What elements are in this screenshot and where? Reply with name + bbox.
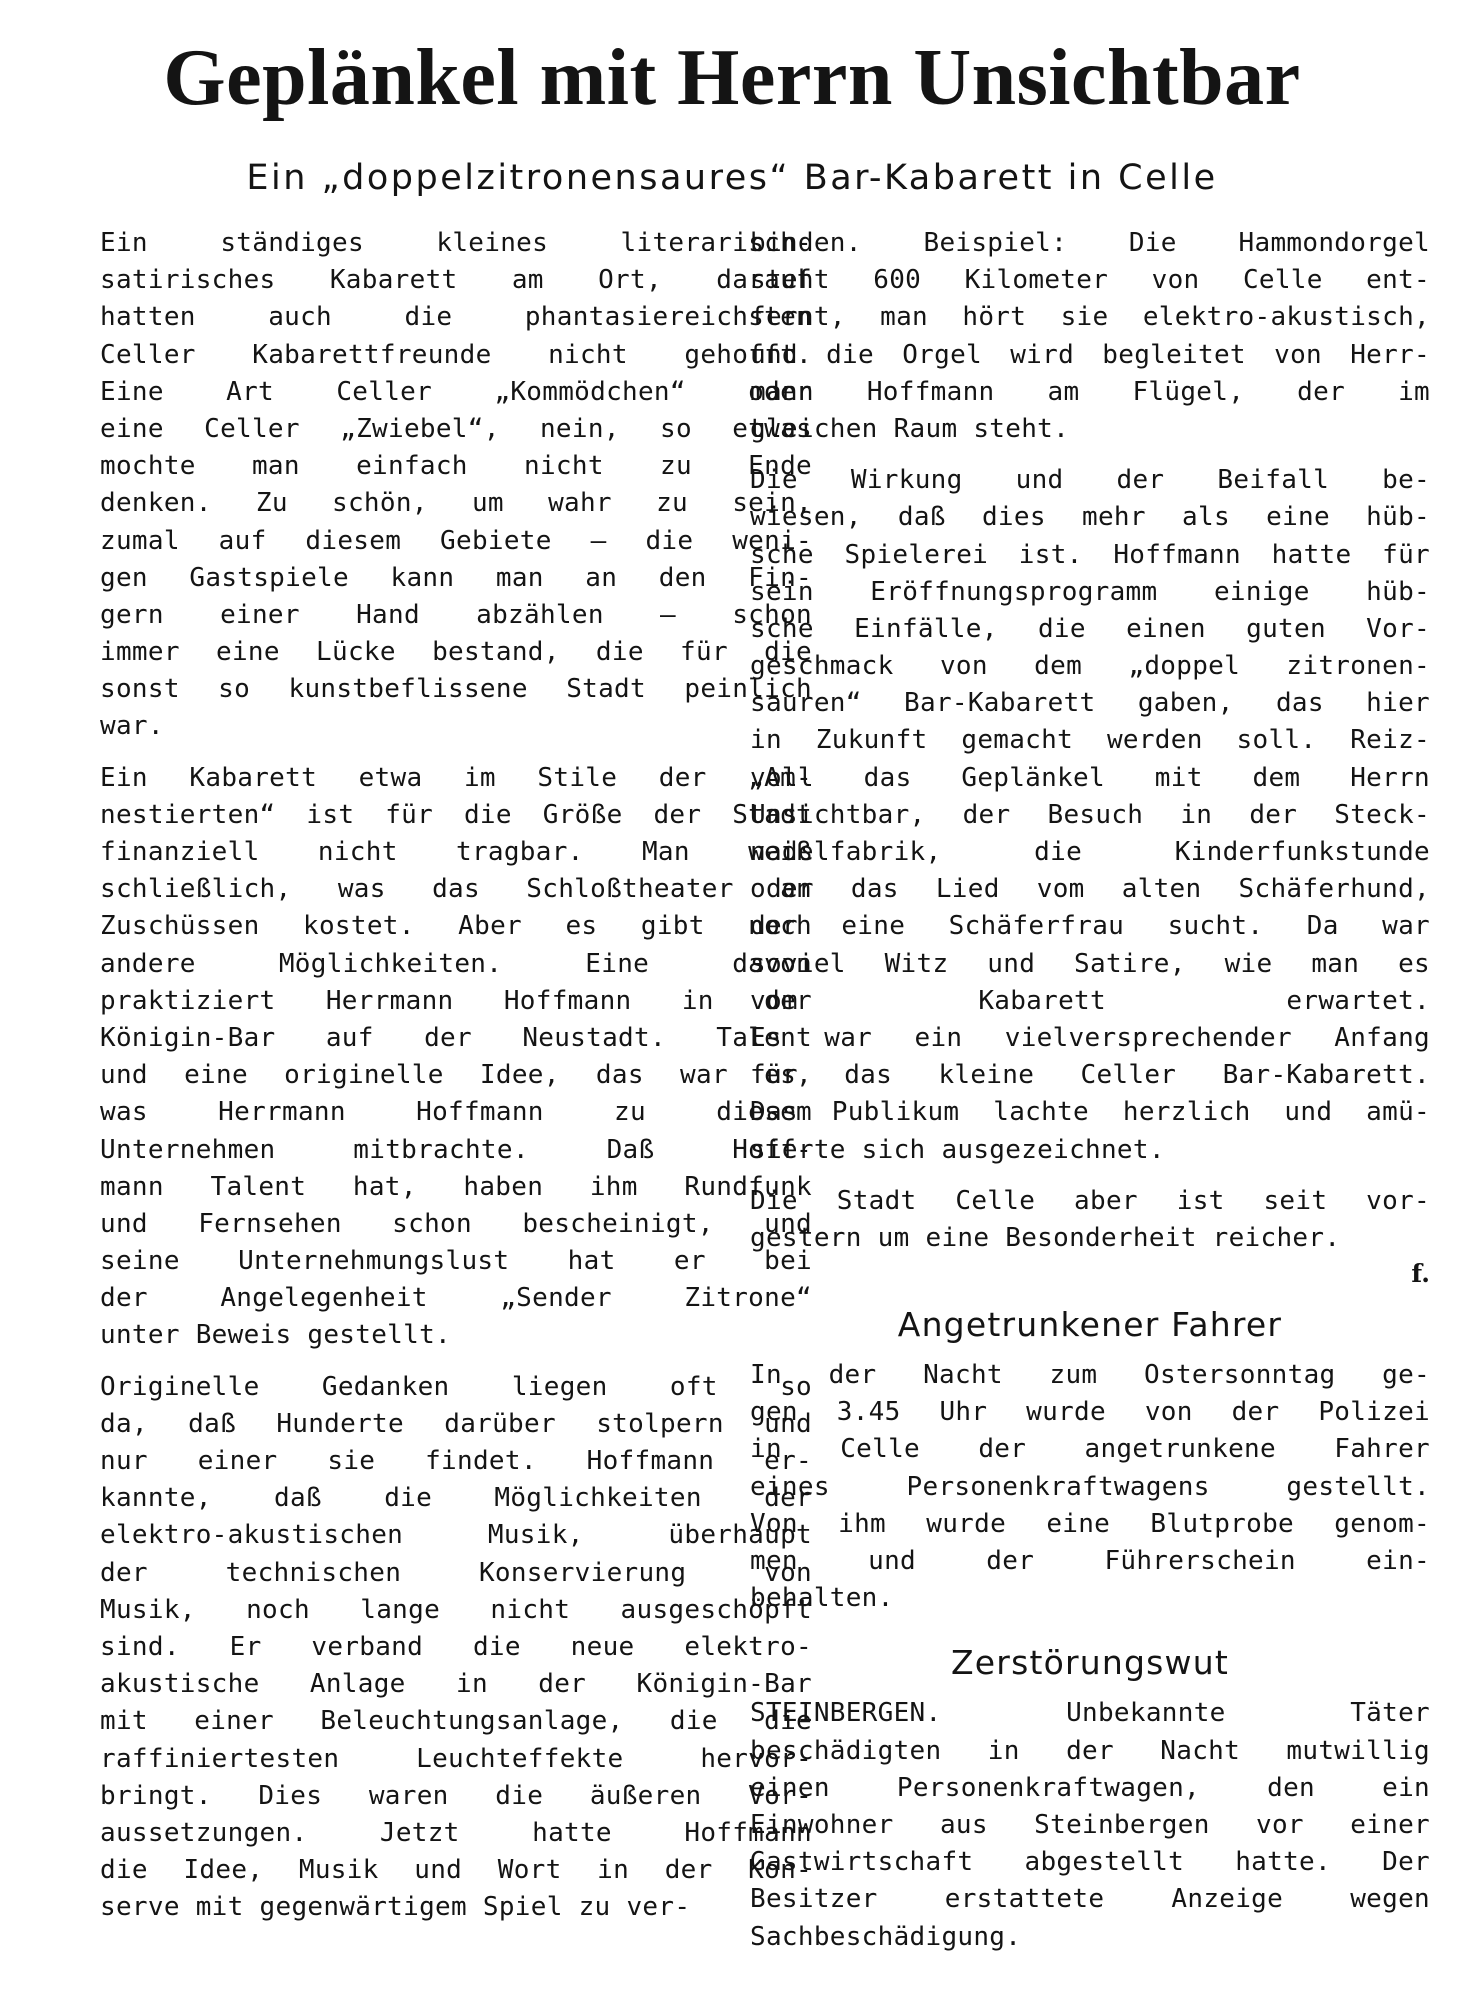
text-line: mann Talent hat, haben ihm Rundfunk <box>100 1171 812 1202</box>
text-line: Einwohner aus Steinbergen vor einer <box>750 1809 1430 1840</box>
text-line: Musik, noch lange nicht ausgeschöpft <box>100 1594 812 1625</box>
text-line: was Herrmann Hoffmann zu diesem <box>100 1097 812 1128</box>
text-line: fernt, man hört sie elektro-akustisch, <box>750 302 1430 333</box>
text-line: Besitzer erstattete Anzeige wegen <box>750 1884 1430 1915</box>
text-line: mit einer Beleuchtungsanlage, die die <box>100 1706 812 1737</box>
text-line: Das Publikum lachte herzlich und amü- <box>750 1097 1430 1128</box>
text-line: sein Eröffnungsprogramm einige hüb- <box>750 576 1430 607</box>
text-line: nadelfabrik, die Kinderfunkstunde <box>750 837 1430 867</box>
news-item-text <box>750 1357 1430 1617</box>
text-line: behalten. <box>750 1583 894 1614</box>
text-line: akustische Anlage in der Königin-Bar <box>100 1669 812 1700</box>
news-item-headline: Angetrunkener Fahrer <box>897 1305 1283 1345</box>
text-line: geschmack von dem „doppel zitronen- <box>750 651 1430 682</box>
text-line: Von ihm wurde eine Blutprobe genom- <box>750 1508 1430 1539</box>
text-line: schließlich, was das Schloßtheater an <box>100 874 812 905</box>
text-line: gleichen Raum steht. <box>750 413 1070 444</box>
text-line: Ein ständiges kleines literarisch- <box>100 228 812 258</box>
news-item-headline: Zerstörungswut <box>951 1643 1229 1683</box>
text-line: oder das Lied vom alten Schäferhund, <box>750 874 1430 905</box>
text-line: In der Nacht zum Ostersonntag ge- <box>750 1360 1430 1391</box>
text-line: men und der Führerschein ein- <box>750 1546 1430 1576</box>
text-line: eine Celler „Zwiebel“, nein, so etwas <box>100 413 812 444</box>
text-line: Sachbeschädigung. <box>750 1921 1022 1952</box>
author-initial: f. <box>1411 1259 1430 1289</box>
text-line: beschädigten in der Nacht mutwillig <box>750 1735 1430 1766</box>
text-line: steht 600 Kilometer von Celle ent- <box>750 265 1430 296</box>
text-line: bringt. Dies waren die äußeren Vor- <box>100 1780 812 1811</box>
text-line: der technischen Konservierung von <box>100 1557 812 1588</box>
text-line: sauren“ Bar-Kabarett gaben, das hier <box>750 688 1430 719</box>
text-line: der eine Schäferfrau sucht. Da war <box>750 911 1430 942</box>
text-line: kannte, daß die Möglichkeiten der <box>100 1483 812 1514</box>
text-line: gen 3.45 Uhr wurde von der Polizei <box>750 1397 1430 1428</box>
text-line: der Angelegenheit „Sender Zitrone“ <box>100 1283 812 1314</box>
text-line: aussetzungen. Jetzt hatte Hoffmann <box>100 1817 812 1848</box>
article-subheadline: Ein „doppelzitronensaures“ Bar-Kabarett in Celle <box>246 158 1218 198</box>
text-line: nur einer sie findet. Hoffmann er- <box>100 1446 812 1476</box>
right-text-column <box>750 225 1430 1956</box>
text-line: gern einer Hand abzählen — schon <box>100 599 812 630</box>
text-line: voll das Geplänkel mit dem Herrn <box>750 762 1430 793</box>
text-line: hatten auch die phantasiereichsten <box>100 302 812 333</box>
text-line: serve mit gegenwärtigem Spiel zu ver- <box>100 1892 691 1923</box>
text-line: vom Kabarett erwartet. <box>750 985 1430 1016</box>
text-line: Ein Kabarett etwa im Stile der „Am- <box>100 762 812 793</box>
text-line: Originelle Gedanken liegen oft so <box>100 1371 812 1402</box>
text-line: sierte sich ausgezeichnet. <box>750 1134 1165 1165</box>
article-paragraph <box>100 225 812 746</box>
text-line: in Zukunft gemacht werden soll. Reiz- <box>750 725 1430 756</box>
text-line: binden. Beispiel: Die Hammondorgel <box>750 228 1430 258</box>
text-line: Die Wirkung und der Beifall be- <box>750 465 1430 496</box>
article-headline: Geplänkel mit Herrn Unsichtbar <box>163 34 1301 122</box>
article-paragraph <box>100 760 812 1355</box>
text-line: finanziell nicht tragbar. Man weiß <box>100 837 812 867</box>
text-line: Unsichtbar, der Besuch in der Steck- <box>750 799 1430 830</box>
text-line: eines Personenkraftwagens gestellt. <box>750 1471 1430 1502</box>
text-line: und Fernsehen schon bescheinigt, und <box>100 1208 812 1239</box>
text-line: sche Einfälle, die einen guten Vor- <box>750 613 1430 644</box>
text-line: Gastwirtschaft abgestellt hatte. Der <box>750 1847 1430 1878</box>
text-line: die Idee, Musik und Wort in der Kon- <box>100 1855 812 1886</box>
text-line: immer eine Lücke bestand, die für die <box>100 637 812 668</box>
text-line: andere Möglichkeiten. Eine davon <box>100 948 812 979</box>
text-line: unter Beweis gestellt. <box>100 1320 451 1351</box>
text-line: da, daß Hunderte darüber stolpern und <box>100 1408 812 1439</box>
text-line: soviel Witz und Satire, wie man es <box>750 948 1430 979</box>
article-paragraph <box>750 1183 1430 1257</box>
text-line: satirisches Kabarett am Ort, darauf <box>100 265 812 296</box>
text-line: sonst so kunstbeflissene Stadt peinlich <box>100 674 812 705</box>
text-line: Königin-Bar auf der Neustadt. Talent <box>100 1022 812 1053</box>
text-line: STEINBERGEN. Unbekannte Täter <box>750 1698 1430 1729</box>
text-line: und die Orgel wird begleitet von Herr- <box>750 339 1430 370</box>
text-line: Die Stadt Celle aber ist seit vor- <box>750 1185 1430 1216</box>
text-line: sind. Er verband die neue elektro- <box>100 1631 812 1662</box>
text-line: und eine originelle Idee, das war es, <box>100 1060 812 1091</box>
text-line: für das kleine Celler Bar-Kabarett. <box>750 1060 1430 1091</box>
text-line: elektro-akustischen Musik, überhaupt <box>100 1520 812 1551</box>
left-text-column <box>100 225 812 1940</box>
text-line: Es war ein vielversprechender Anfang <box>750 1022 1430 1053</box>
text-line: wiesen, daß dies mehr als eine hüb- <box>750 502 1430 533</box>
text-line: gen Gastspiele kann man an den Fin- <box>100 562 812 593</box>
article-paragraph <box>750 225 1430 448</box>
text-line: Celler Kabarettfreunde nicht gehofft. <box>100 339 812 370</box>
text-line: war. <box>100 711 164 742</box>
text-line: nestierten“ ist für die Größe der Stadt <box>100 799 812 830</box>
article-paragraph <box>750 462 1430 1169</box>
text-line: Zuschüssen kostet. Aber es gibt noch <box>100 911 812 942</box>
text-line: Eine Art Celler „Kommödchen“ oder <box>100 376 812 407</box>
article-paragraph <box>100 1369 812 1927</box>
text-line: sche Spielerei ist. Hoffmann hatte für <box>750 539 1430 570</box>
text-line: einen Personenkraftwagen, den ein <box>750 1772 1430 1803</box>
text-line: mochte man einfach nicht zu Ende <box>100 451 812 482</box>
text-line: gestern um eine Besonderheit reicher. <box>750 1222 1341 1253</box>
text-line: in Celle der angetrunkene Fahrer <box>750 1434 1430 1465</box>
text-line: mann Hoffmann am Flügel, der im <box>750 376 1430 407</box>
text-line: raffiniertesten Leuchteffekte hervor- <box>100 1743 812 1774</box>
text-line: denken. Zu schön, um wahr zu sein, <box>100 488 812 519</box>
text-line: Unternehmen mitbrachte. Daß Hoff- <box>100 1134 812 1165</box>
text-line: seine Unternehmungslust hat er bei <box>100 1246 812 1277</box>
news-item-text <box>750 1695 1430 1955</box>
text-line: praktiziert Herrmann Hoffmann in der <box>100 985 812 1016</box>
text-line: zumal auf diesem Gebiete — die weni- <box>100 525 812 556</box>
